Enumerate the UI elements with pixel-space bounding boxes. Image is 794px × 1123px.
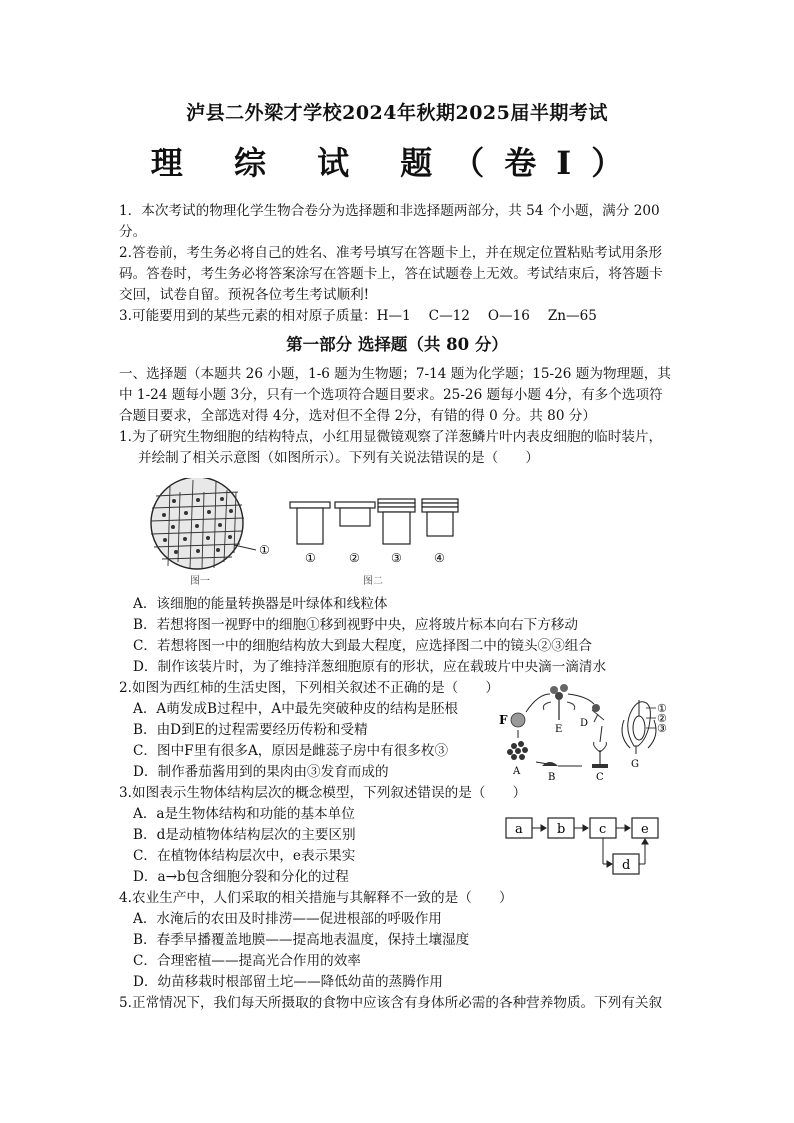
note-line: 2.答卷前，考生务必将自己的姓名、准考号填写在答题卡上，并在规定位置粘贴考试用条形 <box>119 245 663 261</box>
cell-marker-label: ① <box>259 543 270 557</box>
q4-option-d: D．幼苗移栽时根部留土坨——降低幼苗的蒸腾作用 <box>133 974 443 990</box>
question-1-stem: 1.为了研究生物细胞的结构特点，小红用显微镜观察了洋葱鳞片叶内表皮细胞的临时装片， <box>119 429 663 445</box>
lifecycle-label-b: B <box>548 772 556 783</box>
model-label: d <box>622 858 631 873</box>
section-intro-line: 合题目要求，全部选对得 4分，选对但不全得 2分，有错的得 0 分。共 80 分） <box>119 408 596 424</box>
question-5-stem: 5.正常情况下，我们每天所摄取的食物中应该含有身体所必需的各种营养物质。下列有关叙 <box>119 995 663 1011</box>
flower-part-label: ② <box>657 712 667 725</box>
lifecycle-label-c: C <box>596 772 604 783</box>
flower-part-label: ① <box>657 702 667 715</box>
model-label: b <box>557 822 566 837</box>
flower-d <box>592 704 604 722</box>
paper-title: 理 综 试 题（卷Ⅰ） <box>150 144 644 182</box>
q1-figure <box>138 478 468 590</box>
q2-option-d: D．制作番茄酱用到的果肉由③发育而成的 <box>133 764 389 780</box>
q4-option-b: B．春季早播覆盖地膜——提高地表温度，保持土壤湿度 <box>133 932 470 948</box>
q2-option-c: C．图中F里有很多A，原因是雌蕊子房中有很多枚③ <box>133 743 449 759</box>
q3-option-d: D．a→b包含细胞分裂和分化的过程 <box>133 869 349 885</box>
lifecycle-label-d: D <box>580 718 589 729</box>
model-label: e <box>641 822 649 837</box>
q1-option-c: C．若想将图一中的细胞结构放大到最大程度，应选择图二中的镜头②③组合 <box>133 638 592 654</box>
lens-label: ① <box>305 551 316 565</box>
lens-4 <box>422 499 458 536</box>
lens-3 <box>378 499 415 544</box>
lifecycle-label-e: E <box>555 724 563 735</box>
structure-model-figure <box>500 812 664 878</box>
figure-2-caption: 图二 <box>363 576 383 587</box>
question-4-stem: 4.农业生产中，人们采取的相关措施与其解释不一致的是（ ） <box>119 890 513 906</box>
figure-1-caption: 图一 <box>190 576 210 587</box>
lens-label: ② <box>349 551 360 565</box>
note-line: 交回，试卷自留。预祝各位考生考试顺利! <box>119 287 370 303</box>
model-label: c <box>599 822 607 837</box>
note-line: 1．本次考试的物理化学生物合卷分为选择题和非选择题两部分，共 54 个小题，满分 200 <box>119 203 660 219</box>
section-title: 第一部分 选择题（共 80 分） <box>286 335 508 354</box>
question-2-stem: 2.如图为西红柿的生活史图，下列相关叙述不正确的是（ ） <box>119 680 499 696</box>
question-3-stem: 3.如图表示生物体结构层次的概念模型，下列叙述错误的是（ ） <box>119 785 527 801</box>
question-1-stem: 并绘制了相关示意图（如图所示）。下列有关说法错误的是（ ） <box>138 450 540 466</box>
note-line: 3.可能要用到的某些元素的相对原子质量：H—1 C—12 O—16 Zn—65 <box>119 308 597 324</box>
q3-option-b: B．d是动植物体结构层次的主要区别 <box>133 827 356 843</box>
flower-part-label: ③ <box>657 722 667 735</box>
q2-option-a: A．A萌发成B过程中，A中最先突破种皮的结构是胚根 <box>133 701 458 717</box>
microscope-field-figure <box>151 478 256 569</box>
lens-label: ③ <box>391 551 402 565</box>
q3-option-a: A．a是生物体结构和功能的基本单位 <box>133 806 355 822</box>
lifecycle-label-g: G <box>631 759 639 770</box>
q1-option-d: D．制作该装片时，为了维持洋葱细胞原有的形状，应在载玻片中央滴一滴清水 <box>133 659 607 675</box>
model-label: a <box>515 822 523 837</box>
q1-option-b: B．若想将图一视野中的细胞①移到视野中央，应将玻片标本向右下方移动 <box>133 617 578 633</box>
q3-option-c: C．在植物体结构层次中，e表示果实 <box>133 848 356 864</box>
lens-1 <box>290 502 330 544</box>
q1-option-a: A．该细胞的能量转换器是叶绿体和线粒体 <box>133 596 388 612</box>
seedling-c <box>592 742 608 768</box>
school-title: 泸县二外梁才学校2024年秋期2025届半期考试 <box>186 102 608 124</box>
q4-option-c: C．合理密植——提高光合作用的效率 <box>133 953 361 969</box>
q2-option-b: B．由D到E的过程需要经历传粉和受精 <box>133 722 368 738</box>
section-intro-line: 中 1-24 题每小题 3分，只有一个选项符合题目要求。25-26 题每小题 4分，有多个选项符 <box>119 387 663 403</box>
flowering-plant-e <box>543 684 574 720</box>
seeds-a <box>507 741 528 760</box>
lifecycle-label-f: F <box>499 713 508 727</box>
lifecycle-label-a: A <box>513 766 521 777</box>
q4-option-a: A．水淹后的农田及时排涝——促进根部的呼吸作用 <box>133 911 442 927</box>
lens-label: ④ <box>434 551 445 565</box>
seedling-b <box>542 762 558 766</box>
section-intro-line: 一、选择题（本题共 26 小题，1-6 题为生物题；7-14 题为化学题；15-26 题为物理题，其 <box>119 366 671 382</box>
lens-2 <box>335 502 375 526</box>
note-line: 分。 <box>119 224 147 240</box>
tomato-fruit <box>511 713 525 727</box>
note-line: 码。答卷时，考生务必将答案涂写在答题卡上，答在试题卷上无效。考试结束后，将答题卡 <box>119 266 663 282</box>
tomato-lifecycle-figure <box>496 680 676 784</box>
